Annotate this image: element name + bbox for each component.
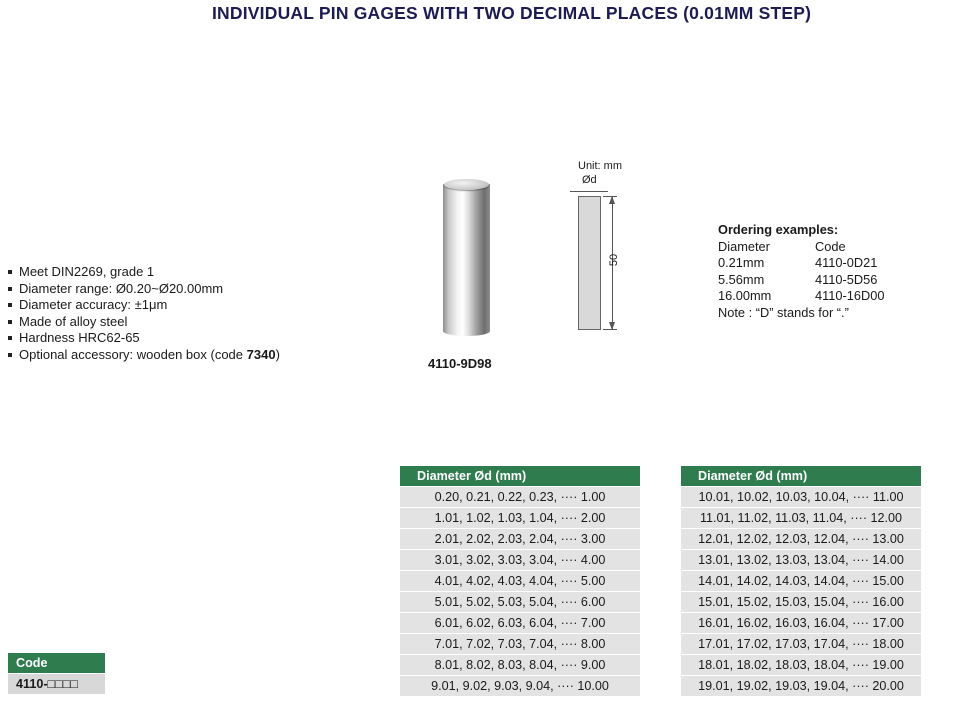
table-row: 3.01, 3.02, 3.03, 3.04, ···· 4.00	[400, 550, 640, 570]
table-row: 17.01, 17.02, 17.03, 17.04, ···· 18.00	[681, 634, 921, 654]
table-row: 16.01, 16.02, 16.03, 16.04, ···· 17.00	[681, 613, 921, 633]
feature-item: Meet DIN2269, grade 1	[8, 264, 280, 281]
diameter-table-2	[681, 466, 921, 696]
pin-top-face	[444, 179, 489, 190]
ordering-diameter: 0.21mm	[718, 255, 765, 270]
pin-body	[443, 184, 490, 336]
page-title: INDIVIDUAL PIN GAGES WITH TWO DECIMAL PLACES (0.01MM STEP)	[212, 3, 812, 23]
ordering-table	[718, 239, 933, 305]
table-row: 19.01, 19.02, 19.03, 19.04, ···· 20.00	[681, 676, 921, 696]
table-body	[681, 487, 921, 696]
table-row: 15.01, 15.02, 15.03, 15.04, ···· 16.00	[681, 592, 921, 612]
ordering-diameter: 5.56mm	[718, 271, 765, 287]
table-row: 8.01, 8.02, 8.03, 8.04, ···· 9.00	[400, 655, 640, 675]
table-row: 1.01, 1.02, 1.03, 1.04, ···· 2.00	[400, 508, 640, 528]
diameter-table-1	[400, 466, 640, 696]
product-code-label: 4110-9D98	[428, 356, 492, 371]
table-row: 14.01, 14.02, 14.03, 14.04, ···· 15.00	[681, 571, 921, 591]
feature-list	[8, 264, 280, 363]
ordering-col-diameter: Diameter	[718, 238, 770, 254]
code-box-value: 4110-□□□□	[8, 674, 105, 694]
feature-item: Diameter accuracy: ±1μm	[8, 297, 280, 314]
table-row: 18.01, 18.02, 18.03, 18.04, ···· 19.00	[681, 655, 921, 675]
pin-outline	[578, 196, 601, 330]
table-row: 0.20, 0.21, 0.22, 0.23, ···· 1.00	[400, 487, 640, 507]
ordering-col-code: Code	[815, 238, 846, 254]
feature-item: Diameter range: Ø0.20~Ø20.00mm	[8, 281, 280, 298]
diameter-dim-label: Ød	[582, 174, 597, 186]
table-row: 9.01, 9.02, 9.03, 9.04, ···· 10.00	[400, 676, 640, 696]
table-row: 13.01, 13.02, 13.03, 13.04, ···· 14.00	[681, 550, 921, 570]
code-box	[8, 653, 105, 694]
table-row: 6.01, 6.02, 6.03, 6.04, ···· 7.00	[400, 613, 640, 633]
pin-gage-photo	[443, 179, 490, 337]
ordering-heading: Ordering examples:	[718, 222, 839, 237]
feature-item: Hardness HRC62-65	[8, 330, 280, 347]
table-row: 12.01, 12.02, 12.03, 12.04, ···· 13.00	[681, 529, 921, 549]
ordering-note: Note : “D” stands for “.”	[718, 304, 849, 320]
table-row: 2.01, 2.02, 2.03, 2.04, ···· 3.00	[400, 529, 640, 549]
feature-item: Optional accessory: wooden box (code 7340)	[8, 347, 280, 364]
unit-label: Unit: mm	[578, 160, 622, 172]
table-body	[400, 487, 640, 696]
table-row: 5.01, 5.02, 5.03, 5.04, ···· 6.00	[400, 592, 640, 612]
ordering-examples	[718, 222, 933, 321]
table-row: 11.01, 11.02, 11.03, 11.04, ···· 12.00	[681, 508, 921, 528]
diameter-dim-line	[570, 191, 608, 192]
length-dim-label: 50	[608, 253, 621, 267]
ordering-code: 4110-5D56	[815, 271, 878, 287]
feature-item: Made of alloy steel	[8, 314, 280, 331]
ordering-code: 4110-16D00	[815, 288, 885, 303]
code-box-header: Code	[8, 653, 105, 673]
table-row: 4.01, 4.02, 4.03, 4.04, ···· 5.00	[400, 571, 640, 591]
technical-drawing	[558, 158, 653, 343]
table-row: 7.01, 7.02, 7.03, 7.04, ···· 8.00	[400, 634, 640, 654]
table-header: Diameter Ød (mm)	[400, 466, 640, 486]
table-header: Diameter Ød (mm)	[681, 466, 921, 486]
ordering-code: 4110-0D21	[815, 255, 878, 270]
ordering-diameter: 16.00mm	[718, 288, 772, 303]
table-row: 10.01, 10.02, 10.03, 10.04, ···· 11.00	[681, 487, 921, 507]
